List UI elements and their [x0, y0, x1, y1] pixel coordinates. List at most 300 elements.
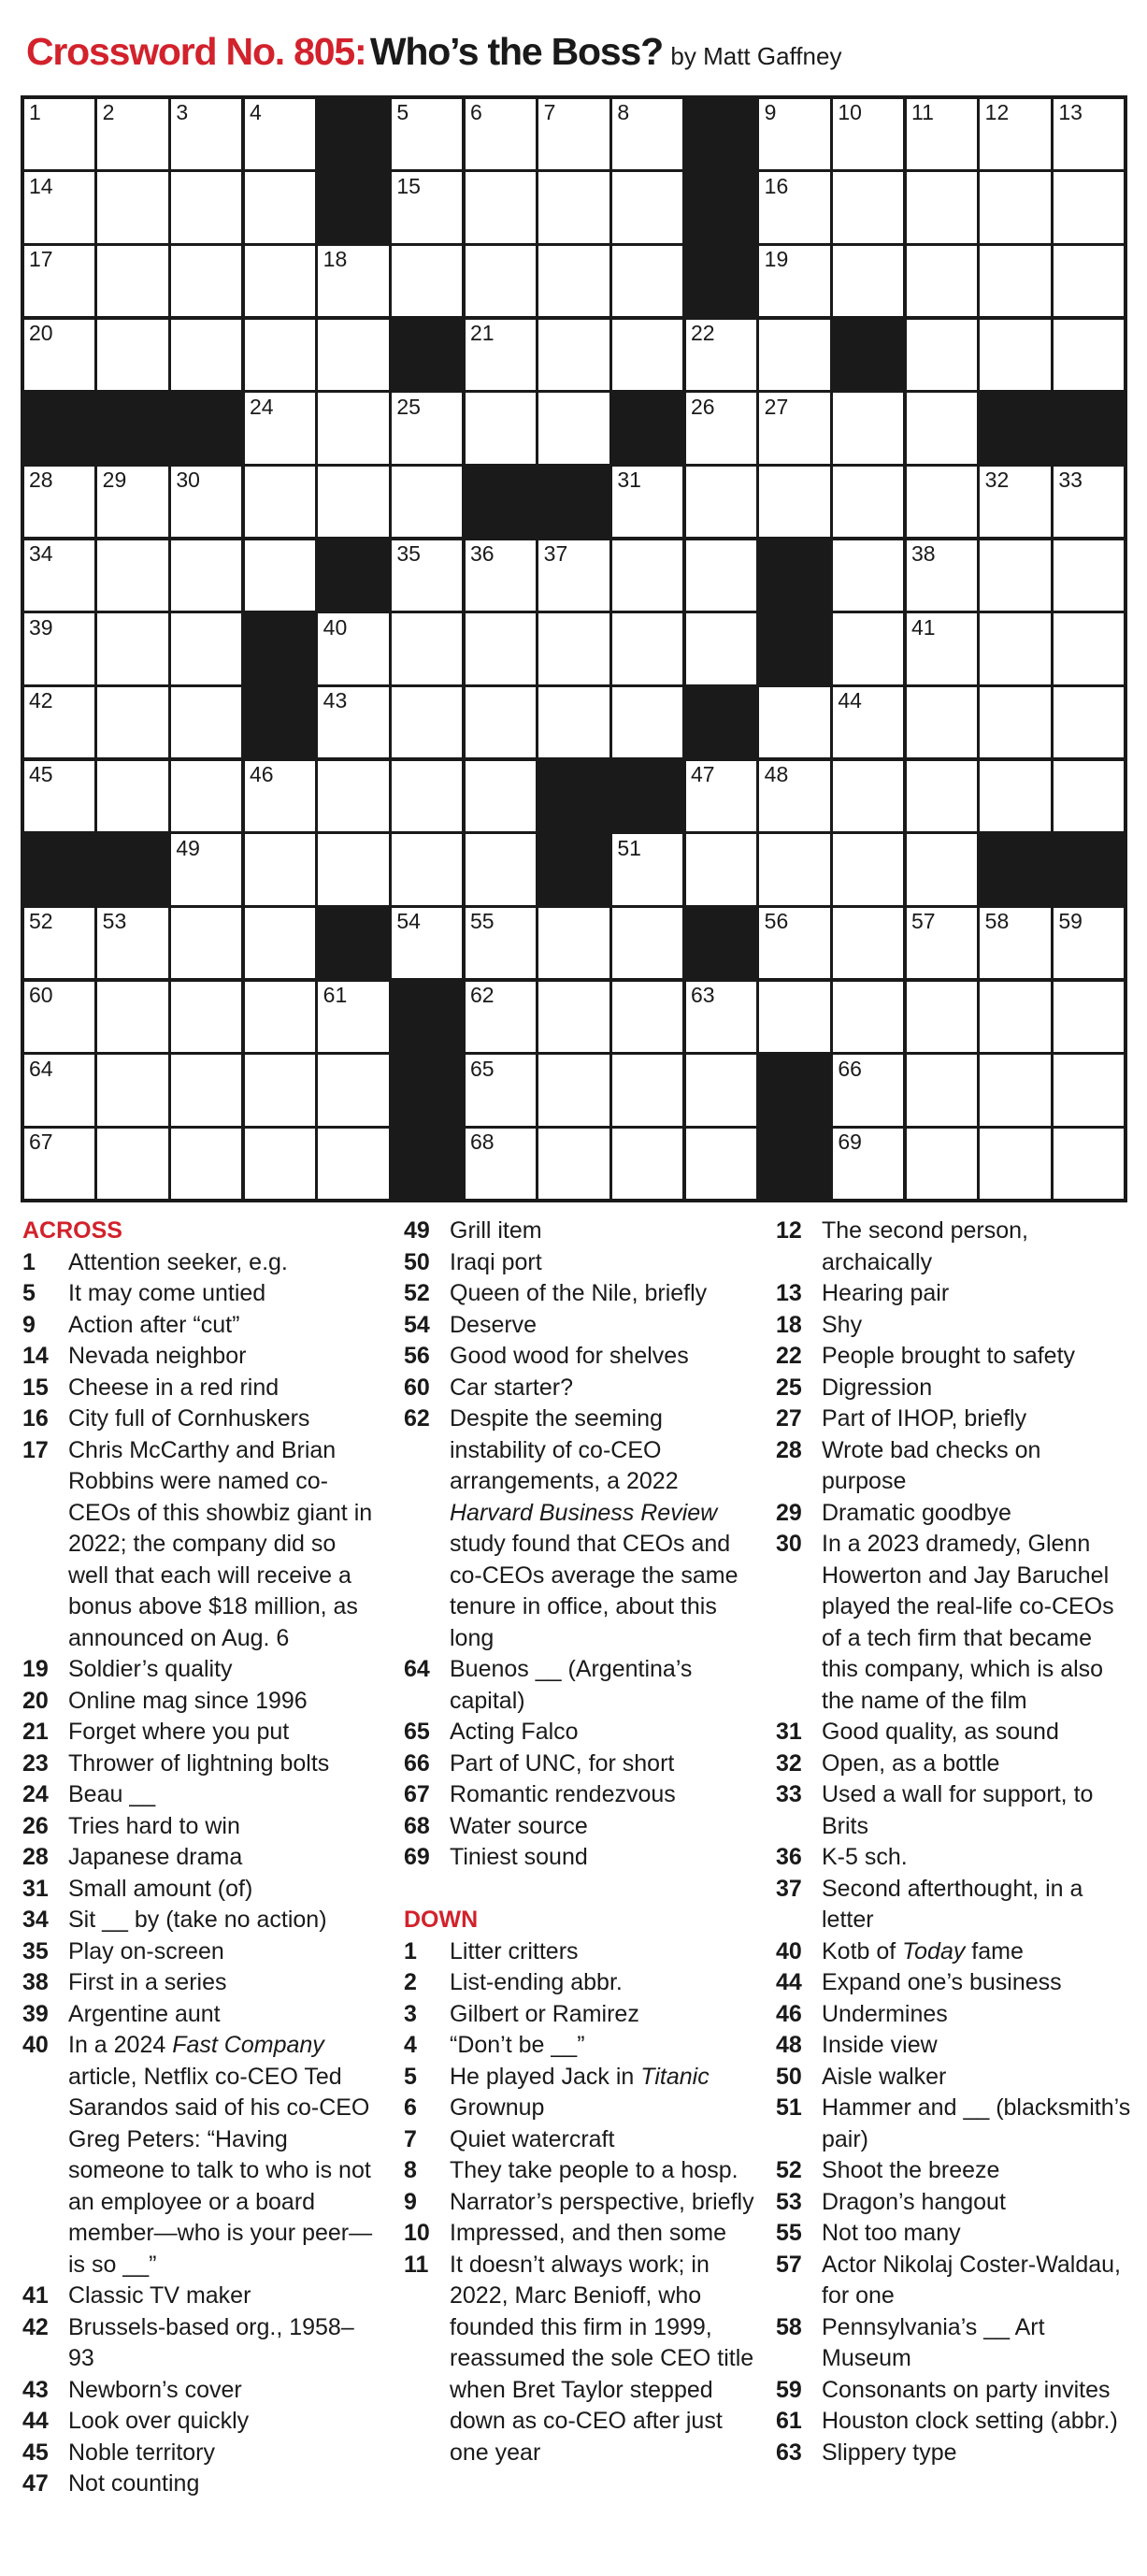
grid-cell[interactable] — [979, 980, 1053, 1054]
grid-cell[interactable] — [464, 97, 538, 171]
grid-cell[interactable] — [758, 759, 832, 833]
clue-item — [22, 2406, 378, 2438]
grid-cell[interactable] — [979, 1127, 1053, 1201]
grid-cell[interactable] — [169, 465, 243, 539]
grid-cell[interactable] — [317, 1054, 391, 1128]
grid-cell[interactable] — [243, 171, 317, 245]
grid-block — [684, 171, 758, 245]
grid-cell[interactable] — [979, 539, 1053, 612]
cell-number: 42 — [29, 688, 53, 713]
grid-cell[interactable] — [831, 244, 905, 318]
grid-cell[interactable] — [464, 318, 538, 392]
grid-block — [390, 1054, 464, 1128]
clue-item — [404, 1967, 759, 1999]
grid-cell[interactable] — [905, 171, 979, 245]
grid-cell[interactable] — [979, 97, 1053, 171]
grid-cell[interactable] — [169, 685, 243, 759]
clue-text: Action after “cut” — [68, 1311, 240, 1338]
clue-text: Not counting — [68, 2470, 200, 2497]
cell-number: 67 — [29, 1130, 53, 1155]
grid-cell[interactable] — [905, 392, 979, 466]
grid-cell[interactable] — [169, 97, 243, 171]
grid-line — [609, 95, 613, 1202]
grid-cell[interactable] — [96, 318, 170, 392]
grid-cell[interactable] — [758, 392, 832, 466]
clue-item — [22, 1905, 378, 1936]
crossword-grid — [22, 97, 1125, 1201]
grid-cell[interactable] — [610, 1127, 684, 1201]
grid-cell[interactable] — [538, 392, 611, 466]
grid-cell[interactable] — [538, 318, 611, 392]
grid-cell[interactable] — [169, 612, 243, 686]
grid-cell[interactable] — [905, 1054, 979, 1128]
grid-cell[interactable] — [610, 906, 684, 980]
grid-cell[interactable] — [96, 980, 170, 1054]
grid-cell[interactable] — [905, 1127, 979, 1201]
grid-cell[interactable] — [905, 685, 979, 759]
grid-cell[interactable] — [22, 465, 96, 539]
cell-number: 31 — [617, 468, 641, 493]
cell-number: 40 — [323, 614, 348, 640]
cell-number: 11 — [911, 100, 934, 124]
grid-cell[interactable] — [831, 392, 905, 466]
grid-block — [610, 392, 684, 466]
cell-number: 19 — [764, 247, 789, 272]
grid-cell[interactable] — [22, 97, 96, 171]
grid-line — [462, 95, 466, 1202]
grid-cell[interactable] — [610, 833, 684, 907]
clue-item — [404, 2155, 759, 2187]
grid-cell[interactable] — [96, 97, 170, 171]
grid-cell[interactable] — [243, 1127, 317, 1201]
grid-cell[interactable] — [758, 685, 832, 759]
grid-cell[interactable] — [684, 392, 758, 466]
grid-cell[interactable] — [22, 1127, 96, 1201]
grid-cell[interactable] — [96, 244, 170, 318]
grid-cell[interactable] — [538, 980, 611, 1054]
grid-cell[interactable] — [905, 759, 979, 833]
grid-cell[interactable] — [169, 759, 243, 833]
grid-block — [22, 392, 96, 466]
grid-cell[interactable] — [169, 906, 243, 980]
clue-text: Second afterthought, in a letter — [822, 1875, 1083, 1933]
grid-cell[interactable] — [758, 97, 832, 171]
grid-cell[interactable] — [317, 612, 391, 686]
grid-cell[interactable] — [96, 465, 170, 539]
grid-cell[interactable] — [1052, 1127, 1125, 1201]
grid-cell[interactable] — [390, 833, 464, 907]
grid-cell[interactable] — [831, 97, 905, 171]
grid-block — [317, 171, 391, 245]
grid-cell[interactable] — [831, 906, 905, 980]
cell-number: 8 — [617, 100, 630, 124]
grid-cell[interactable] — [905, 97, 979, 171]
grid-cell[interactable] — [317, 980, 391, 1054]
clue-text: Iraqi port — [450, 1248, 542, 1275]
clue-item — [404, 1999, 759, 2031]
clue-text: City full of Cornhuskers — [68, 1405, 310, 1432]
grid-cell[interactable] — [169, 244, 243, 318]
grid-cell[interactable] — [390, 539, 464, 612]
grid-cell[interactable] — [22, 318, 96, 392]
grid-cell[interactable] — [1052, 759, 1125, 833]
grid-cell[interactable] — [243, 97, 317, 171]
clue-text: Small amount (of) — [68, 1875, 253, 1902]
grid-cell[interactable] — [22, 980, 96, 1054]
grid-cell[interactable] — [464, 833, 538, 907]
grid-cell[interactable] — [979, 171, 1053, 245]
grid-cell[interactable] — [684, 833, 758, 907]
grid-cell[interactable] — [538, 539, 611, 612]
clue-number: 44 — [776, 1969, 802, 1995]
clue-number: 3 — [404, 2000, 417, 2027]
grid-cell[interactable] — [22, 244, 96, 318]
grid-cell[interactable] — [243, 539, 317, 612]
grid-cell[interactable] — [317, 244, 391, 318]
clue-item — [404, 2124, 759, 2156]
clue-text: Aisle walker — [822, 2063, 947, 2090]
puzzle-title: Who’s the Boss? — [369, 30, 663, 73]
clue-number: 25 — [776, 1374, 802, 1401]
grid-cell[interactable] — [169, 980, 243, 1054]
clue-item — [776, 1529, 1131, 1717]
grid-cell[interactable] — [758, 980, 832, 1054]
grid-cell[interactable] — [905, 980, 979, 1054]
grid-cell[interactable] — [1052, 1054, 1125, 1128]
clue-text: Noble territory — [68, 2439, 215, 2466]
puzzle-header — [26, 30, 1129, 86]
grid-cell[interactable] — [905, 465, 979, 539]
clue-text: Argentine aunt — [68, 2000, 221, 2027]
grid-cell[interactable] — [390, 244, 464, 318]
grid-cell[interactable] — [979, 1054, 1053, 1128]
clue-item — [776, 1842, 1131, 1874]
grid-cell[interactable] — [96, 612, 170, 686]
grid-cell[interactable] — [905, 539, 979, 612]
grid-cell[interactable] — [538, 906, 611, 980]
clue-item — [776, 1779, 1131, 1842]
clue-item — [404, 1341, 759, 1373]
grid-cell[interactable] — [831, 833, 905, 907]
grid-cell[interactable] — [758, 244, 832, 318]
grid-cell[interactable] — [390, 612, 464, 686]
grid-cell[interactable] — [22, 612, 96, 686]
clue-number: 60 — [404, 1374, 430, 1401]
clue-text: Tries hard to win — [68, 1812, 240, 1839]
grid-block — [390, 1127, 464, 1201]
grid-cell[interactable] — [905, 244, 979, 318]
across-heading: ACROSS — [22, 1217, 122, 1244]
grid-cell[interactable] — [464, 980, 538, 1054]
cell-number: 53 — [102, 909, 127, 934]
clue-text: Sit __ by (take no action) — [68, 1907, 327, 1933]
grid-block — [317, 906, 391, 980]
grid-cell[interactable] — [610, 171, 684, 245]
grid-cell[interactable] — [684, 539, 758, 612]
grid-cell[interactable] — [831, 612, 905, 686]
grid-cell[interactable] — [538, 244, 611, 318]
grid-cell[interactable] — [610, 685, 684, 759]
clue-item — [776, 1936, 1131, 1968]
grid-cell[interactable] — [390, 171, 464, 245]
section-gap — [404, 1874, 759, 1906]
clue-text: K-5 sch. — [822, 1844, 908, 1870]
grid-cell[interactable] — [538, 1054, 611, 1128]
clue-number: 59 — [776, 2376, 802, 2403]
grid-cell[interactable] — [831, 465, 905, 539]
grid-cell[interactable] — [905, 612, 979, 686]
puzzle-number: Crossword No. 805: — [26, 30, 366, 73]
grid-cell[interactable] — [831, 539, 905, 612]
clue-item — [776, 2093, 1131, 2155]
grid-cell[interactable] — [979, 685, 1053, 759]
grid-cell[interactable] — [758, 171, 832, 245]
clue-item — [776, 1999, 1131, 2031]
grid-line — [536, 95, 539, 1202]
clue-item — [22, 1654, 378, 1686]
clue-column-3 — [776, 1216, 1131, 2468]
grid-cell[interactable] — [1052, 465, 1125, 539]
grid-cell[interactable] — [243, 318, 317, 392]
grid-cell[interactable] — [243, 980, 317, 1054]
grid-cell[interactable] — [979, 318, 1053, 392]
clue-text: In a 2024 Fast Company article, Netflix co-CEO Ted Sarandos said of his co-CEO Greg Peters: “Having someone to talk to who is not an employee or a board member—who is your peer—is so __” — [68, 2032, 373, 2278]
grid-cell[interactable] — [1052, 612, 1125, 686]
grid-cell[interactable] — [1052, 685, 1125, 759]
clue-text: Dragon’s hangout — [822, 2188, 1006, 2215]
grid-cell[interactable] — [243, 244, 317, 318]
grid-cell[interactable] — [538, 97, 611, 171]
cell-number: 28 — [29, 468, 53, 493]
grid-cell[interactable] — [831, 759, 905, 833]
grid-cell[interactable] — [979, 465, 1053, 539]
grid-cell[interactable] — [96, 171, 170, 245]
grid-block — [1052, 392, 1125, 466]
grid-cell[interactable] — [96, 1054, 170, 1128]
cell-number: 47 — [691, 762, 715, 786]
grid-cell[interactable] — [979, 612, 1053, 686]
cell-number: 2 — [102, 100, 115, 124]
grid-cell[interactable] — [1052, 539, 1125, 612]
grid-cell[interactable] — [317, 392, 391, 466]
clue-text: Wrote bad checks on purpose — [822, 1436, 1041, 1494]
clue-text: Slippery type — [822, 2439, 957, 2466]
grid-cell[interactable] — [464, 612, 538, 686]
clue-number: 11 — [404, 2251, 429, 2278]
grid-cell[interactable] — [684, 612, 758, 686]
clue-number: 58 — [776, 2313, 802, 2340]
grid-cell[interactable] — [22, 1054, 96, 1128]
clue-text: First in a series — [68, 1969, 227, 1995]
clue-number: 33 — [776, 1781, 802, 1807]
grid-cell[interactable] — [538, 1127, 611, 1201]
grid-cell[interactable] — [390, 392, 464, 466]
grid-cell[interactable] — [96, 759, 170, 833]
cell-number: 55 — [470, 909, 495, 934]
grid-cell[interactable] — [831, 980, 905, 1054]
grid-cell[interactable] — [610, 97, 684, 171]
clue-item — [404, 1247, 759, 1279]
cell-number: 45 — [29, 762, 53, 786]
grid-cell[interactable] — [1052, 906, 1125, 980]
cell-number: 5 — [396, 100, 409, 124]
grid-cell[interactable] — [684, 1127, 758, 1201]
grid-cell[interactable] — [610, 539, 684, 612]
grid-cell[interactable] — [1052, 244, 1125, 318]
grid-cell[interactable] — [905, 833, 979, 907]
grid-cell[interactable] — [317, 833, 391, 907]
cell-number: 3 — [176, 100, 189, 124]
grid-cell[interactable] — [317, 685, 391, 759]
grid-line — [21, 316, 1127, 320]
grid-cell[interactable] — [538, 171, 611, 245]
clue-number: 68 — [404, 1812, 430, 1839]
grid-cell[interactable] — [22, 759, 96, 833]
grid-cell[interactable] — [1052, 97, 1125, 171]
grid-cell[interactable] — [317, 465, 391, 539]
grid-cell[interactable] — [1052, 171, 1125, 245]
grid-cell[interactable] — [464, 244, 538, 318]
grid-cell[interactable] — [610, 465, 684, 539]
grid-line — [21, 243, 1127, 247]
grid-line — [389, 95, 393, 1202]
grid-cell[interactable] — [979, 906, 1053, 980]
grid-cell[interactable] — [317, 1127, 391, 1201]
grid-cell[interactable] — [758, 318, 832, 392]
clue-text: Brussels-based org., 1958–93 — [68, 2313, 354, 2371]
grid-cell[interactable] — [905, 906, 979, 980]
grid-cell[interactable] — [758, 906, 832, 980]
grid-cell[interactable] — [22, 906, 96, 980]
grid-cell[interactable] — [464, 759, 538, 833]
grid-cell[interactable] — [538, 612, 611, 686]
grid-cell[interactable] — [1052, 980, 1125, 1054]
grid-cell[interactable] — [169, 833, 243, 907]
grid-cell[interactable] — [758, 833, 832, 907]
clue-item — [404, 1779, 759, 1811]
grid-cell[interactable] — [831, 1127, 905, 1201]
grid-cell[interactable] — [979, 759, 1053, 833]
grid-cell[interactable] — [1052, 318, 1125, 392]
grid-cell[interactable] — [96, 906, 170, 980]
grid-cell[interactable] — [979, 244, 1053, 318]
cell-number: 24 — [250, 394, 274, 419]
grid-cell[interactable] — [610, 244, 684, 318]
grid-cell[interactable] — [243, 392, 317, 466]
clue-item — [404, 1842, 759, 1874]
grid-cell[interactable] — [610, 612, 684, 686]
clue-text: Quiet watercraft — [450, 2125, 615, 2152]
grid-cell[interactable] — [390, 906, 464, 980]
grid-cell[interactable] — [831, 1054, 905, 1128]
grid-cell[interactable] — [464, 1054, 538, 1128]
grid-cell[interactable] — [96, 539, 170, 612]
clue-number: 40 — [776, 1937, 802, 1964]
grid-cell[interactable] — [169, 1127, 243, 1201]
cell-number: 66 — [838, 1056, 862, 1081]
grid-cell[interactable] — [831, 685, 905, 759]
grid-cell[interactable] — [22, 539, 96, 612]
clue-text: Good wood for shelves — [450, 1343, 689, 1369]
grid-cell[interactable] — [317, 759, 391, 833]
clue-text: Classic TV maker — [68, 2282, 251, 2309]
grid-block — [758, 1054, 832, 1128]
grid-cell[interactable] — [464, 171, 538, 245]
grid-line — [903, 95, 907, 1202]
grid-cell[interactable] — [96, 1127, 170, 1201]
grid-line — [21, 169, 1127, 173]
clue-item — [22, 2312, 378, 2375]
cell-number: 32 — [984, 468, 1010, 493]
grid-cell[interactable] — [684, 980, 758, 1054]
grid-cell[interactable] — [96, 685, 170, 759]
clue-item — [22, 1686, 378, 1718]
clue-number: 9 — [22, 1311, 36, 1338]
grid-cell[interactable] — [464, 392, 538, 466]
grid-cell[interactable] — [243, 465, 317, 539]
clue-item — [776, 2438, 1131, 2469]
grid-cell[interactable] — [758, 465, 832, 539]
grid-cell[interactable] — [169, 318, 243, 392]
grid-cell[interactable] — [538, 685, 611, 759]
grid-cell[interactable] — [243, 1054, 317, 1128]
grid-cell[interactable] — [464, 1127, 538, 1201]
grid-cell[interactable] — [169, 1054, 243, 1128]
grid-cell[interactable] — [390, 465, 464, 539]
grid-cell[interactable] — [169, 171, 243, 245]
grid-cell[interactable] — [317, 318, 391, 392]
grid-cell[interactable] — [610, 318, 684, 392]
clue-text: Grill item — [450, 1217, 542, 1244]
clue-text: Inside view — [822, 2032, 938, 2058]
grid-cell[interactable] — [243, 906, 317, 980]
grid-line — [241, 95, 245, 1202]
grid-cell[interactable] — [684, 465, 758, 539]
grid-cell[interactable] — [390, 97, 464, 171]
clue-item — [404, 1811, 759, 1843]
grid-cell[interactable] — [464, 539, 538, 612]
clue-column-2 — [404, 1216, 759, 2468]
grid-cell[interactable] — [684, 1054, 758, 1128]
grid-cell[interactable] — [464, 906, 538, 980]
grid-cell[interactable] — [464, 685, 538, 759]
grid-cell[interactable] — [390, 685, 464, 759]
grid-block — [684, 906, 758, 980]
clue-number: 13 — [776, 1280, 802, 1306]
grid-cell[interactable] — [684, 318, 758, 392]
clue-text: In a 2023 dramedy, Glenn Howerton and Jay Baruchel played the real-life co-CEOs of a tech firm that became this company, which is also the name of the film — [822, 1531, 1114, 1714]
grid-cell[interactable] — [243, 759, 317, 833]
grid-block — [610, 759, 684, 833]
cell-number: 10 — [838, 100, 862, 124]
grid-cell[interactable] — [905, 318, 979, 392]
grid-cell[interactable] — [169, 539, 243, 612]
grid-cell[interactable] — [22, 685, 96, 759]
clue-text: Narrator’s perspective, briefly — [450, 2188, 754, 2215]
grid-cell[interactable] — [243, 833, 317, 907]
cell-number: 54 — [396, 909, 421, 934]
grid-cell[interactable] — [22, 171, 96, 245]
grid-cell[interactable] — [831, 171, 905, 245]
grid-cell[interactable] — [610, 1054, 684, 1128]
grid-cell[interactable] — [610, 980, 684, 1054]
grid-block — [464, 465, 538, 539]
grid-cell[interactable] — [684, 759, 758, 833]
clue-text: Attention seeker, e.g. — [68, 1248, 288, 1275]
clue-number: 48 — [776, 2032, 802, 2058]
grid-cell[interactable] — [390, 759, 464, 833]
cell-number: 39 — [29, 614, 53, 640]
